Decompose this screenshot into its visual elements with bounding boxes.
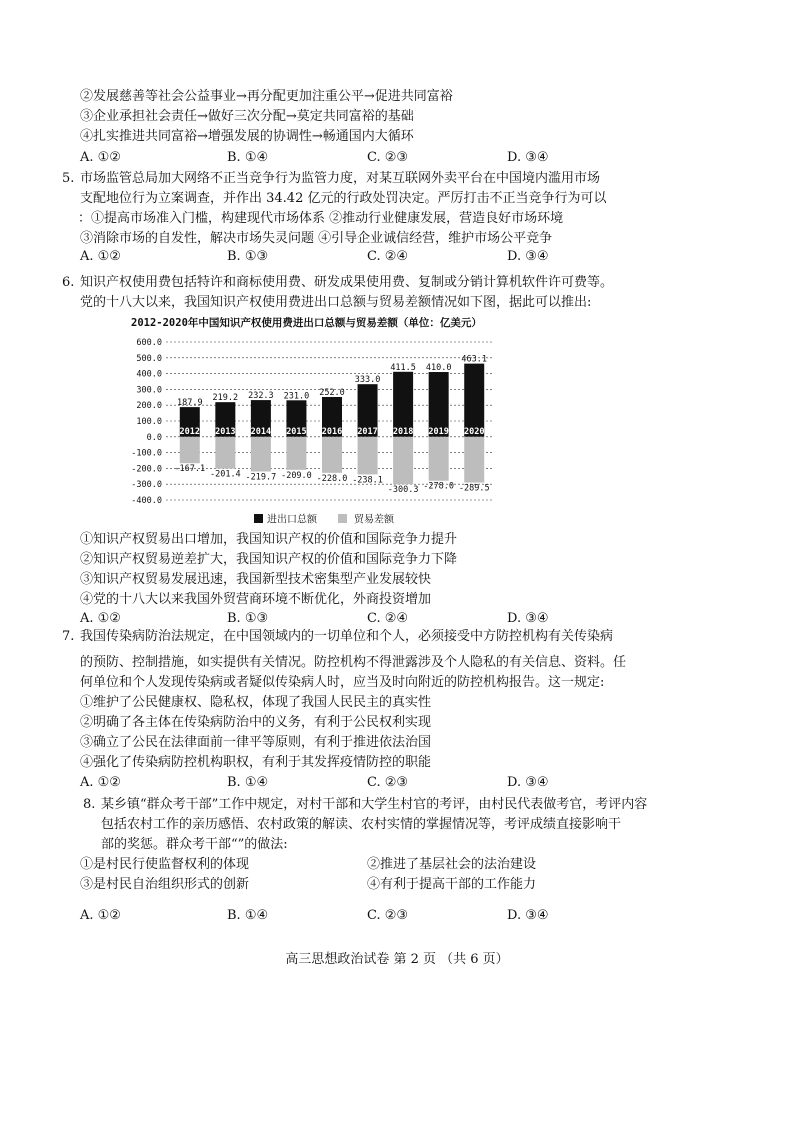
- choice-a: A. ①②: [80, 775, 121, 790]
- page-footer: 高三思想政治试卷 第 2 页 （共 6 页）: [285, 952, 509, 967]
- value-label-total: 463.1: [461, 354, 488, 365]
- value-label-total: 411.5: [390, 362, 416, 373]
- value-label-difference: -289.5: [458, 483, 490, 494]
- trade-chart: [126, 312, 506, 532]
- choice-b: B. ①③: [227, 249, 269, 264]
- y-tick-label: -100.0: [131, 448, 162, 459]
- value-label-difference: -278.0: [423, 481, 455, 492]
- value-label-difference: -300.3: [387, 485, 419, 496]
- option-line-3: ③企业承担社会责任→做好三次分配→莫定共同富裕的基础: [80, 109, 414, 124]
- statement-item: ③确立了公民在法律面前一律平等原则，有利于推进依法治国: [80, 735, 432, 750]
- question-stem-line: 何单位和个人发现传染病或者疑似传染病人时，应当及时向附近的防控机构报告。这一规定:: [80, 675, 605, 690]
- y-tick-label: 500.0: [136, 353, 162, 364]
- value-label-difference: -209.0: [281, 470, 312, 481]
- choice-a: A. ①②: [80, 150, 121, 165]
- y-tick-label: 400.0: [136, 369, 162, 380]
- value-label-difference: -201.4: [209, 469, 241, 480]
- y-tick-label: 600.0: [136, 338, 162, 348]
- value-label-difference: -238.1: [352, 475, 383, 486]
- choice-d: D. ③④: [507, 908, 549, 923]
- legend-swatch-total: [254, 514, 263, 523]
- bar-difference: [251, 437, 271, 472]
- question-number: 5.: [62, 171, 75, 186]
- choice-a: A. ①②: [80, 249, 121, 264]
- statement-item: ①知识产权贸易出口增加，我国知识产权的价值和国际竞争力提升: [80, 532, 458, 547]
- choice-c: C. ②③: [367, 908, 409, 923]
- choice-c: C. ②④: [367, 249, 409, 264]
- value-label-total: 410.0: [425, 363, 452, 374]
- bar-difference: [393, 437, 413, 484]
- option-line-4: ④扎实推进共同富裕→增强发展的协调性→畅通国内大循环: [80, 129, 414, 144]
- choice-d: D. ③④: [507, 150, 549, 165]
- question-stem-line: 部的奖惩。群众考干部“”的做法:: [101, 837, 288, 852]
- category-label: 2020: [463, 426, 485, 437]
- choice-b: B. ①④: [227, 775, 269, 790]
- statement-item: ④党的十八大以来我国外贸营商环境不断优化，外商投资增加: [80, 592, 432, 607]
- value-label-difference: -228.0: [316, 473, 348, 484]
- y-tick-label: 300.0: [136, 385, 162, 396]
- statement-item: ③知识产权贸易发展迅速，我国新型技术密集型产业发展较快: [80, 572, 432, 587]
- chart-bars: [180, 364, 484, 485]
- bar-difference: [286, 437, 306, 470]
- statement-item: ①是村民行使监督权利的体现: [80, 857, 250, 872]
- category-label: 2017: [357, 426, 378, 437]
- category-label: 2014: [250, 426, 272, 437]
- y-tick-label: -300.0: [131, 480, 162, 491]
- choice-a: A. ①②: [80, 908, 121, 923]
- legend-label-difference: 贸易差额: [354, 514, 394, 526]
- chart-legend: [254, 513, 395, 526]
- bar-difference: [464, 437, 484, 483]
- y-tick-label: -200.0: [131, 464, 162, 475]
- question-stem-line: 知识产权使用费包括特许和商标使用费、研发成果使用费、复制或分销计算机软件许可费等。: [80, 275, 614, 290]
- value-label-total: 187.9: [176, 398, 203, 409]
- statement-item: ②明确了各主体在传染病防治中的义务，有利于公民权利实现: [80, 715, 432, 730]
- value-label-total: 219.2: [212, 393, 239, 404]
- y-tick-label: 0.0: [146, 432, 162, 443]
- category-label: 2015: [286, 426, 307, 437]
- statement-item: ③是村民自治组织形式的创新: [80, 877, 250, 892]
- chart-title: 2012-2020年中国知识产权使用费进出口总额与贸易差额（单位：亿美元）: [131, 317, 482, 329]
- legend-label-total: 进出口总额: [267, 514, 317, 526]
- value-label-total: 231.0: [283, 391, 310, 402]
- choice-c: C. ②③: [367, 775, 409, 790]
- value-label-difference: -219.7: [245, 472, 277, 483]
- option-line-2: ②发展慈善等社会公益事业→再分配更加注重公平→促进共同富裕: [80, 89, 453, 104]
- category-label: 2018: [392, 426, 414, 437]
- y-tick-label: 200.0: [136, 401, 162, 412]
- y-tick-label: -400.0: [131, 496, 162, 506]
- question-number: 8.: [83, 797, 96, 812]
- choice-c: C. ②③: [367, 150, 409, 165]
- question-stem-line: 的预防、控制措施，如实提供有关情况。防控机构不得泄露涉及个人隐私的有关信息、资料。任: [80, 655, 627, 670]
- choice-a: A. ①②: [80, 611, 121, 626]
- legend-swatch-difference: [338, 514, 347, 523]
- question-number: 6.: [62, 275, 75, 290]
- value-label-total: 333.0: [354, 375, 381, 386]
- category-label: 2019: [428, 426, 449, 437]
- question-stem-line: ③消除市场的自发性，解决市场失灵问题 ④引导企业诚信经营，维护市场公平竞争: [80, 231, 553, 246]
- question-stem-line: 支配地位行为立案调查，并作出 34.42 亿元的行政处罚决定。严厉打击不正当竞争行为可以: [80, 191, 607, 206]
- question-stem-line: 某乡镇“群众考干部”工作中规定，对村干部和大学生村官的考评，由村民代表做考官，考评内容: [101, 797, 648, 812]
- value-label-difference: -167.1: [174, 464, 206, 475]
- question-stem-line: 党的十八大以来，我国知识产权使用费进出口总额与贸易差额情况如下图，据此可以推出:: [80, 295, 592, 310]
- question-stem-line: 我国传染病防治法规定，在中国领域内的一切单位和个人，必须接受中方防控机构有关传染病: [80, 629, 614, 644]
- bar-difference: [180, 437, 200, 463]
- choice-c: C. ②④: [367, 611, 409, 626]
- statement-item: ④强化了传染病防控机构职权，有利于其发挥疫情防控的职能: [80, 755, 432, 770]
- choice-d: D. ③④: [507, 611, 549, 626]
- bar-difference: [358, 437, 378, 475]
- choice-b: B. ①④: [227, 150, 269, 165]
- value-label-total: 252.0: [319, 387, 345, 398]
- bar-difference: [322, 437, 342, 473]
- question-number: 7.: [62, 629, 75, 644]
- statement-item: ②知识产权贸易逆差扩大，我国知识产权的价值和国际竞争力下降: [80, 552, 458, 567]
- y-tick-label: 100.0: [136, 417, 162, 427]
- choice-d: D. ③④: [507, 775, 549, 790]
- choice-b: B. ①③: [227, 611, 269, 626]
- category-label: 2013: [215, 426, 236, 437]
- bar-difference: [215, 437, 235, 469]
- question-stem-line: 包括农村工作的亲历感悟、农村政策的解读、农村实情的掌握情况等，考评成绩直接影响干: [101, 817, 622, 832]
- question-stem-line: ：①提高市场准入门槛，构建现代市场体系 ②推动行业健康发展，营造良好市场环境: [78, 211, 564, 226]
- category-label: 2016: [321, 426, 343, 437]
- value-label-total: 232.3: [248, 391, 274, 402]
- statement-item: ④有利于提高干部的工作能力: [367, 877, 537, 892]
- choice-b: B. ①④: [227, 908, 269, 923]
- category-label: 2012: [179, 426, 201, 437]
- statement-item: ②推进了基层社会的法治建设: [367, 857, 537, 872]
- question-stem-line: 市场监管总局加大网络不正当竞争行为监管力度，对某互联网外卖平台在中国境内滥用市场: [80, 171, 601, 186]
- choice-d: D. ③④: [507, 249, 549, 264]
- bar-difference: [429, 437, 449, 481]
- statement-item: ①维护了公民健康权、隐私权，体现了我国人民民主的真实性: [80, 695, 432, 710]
